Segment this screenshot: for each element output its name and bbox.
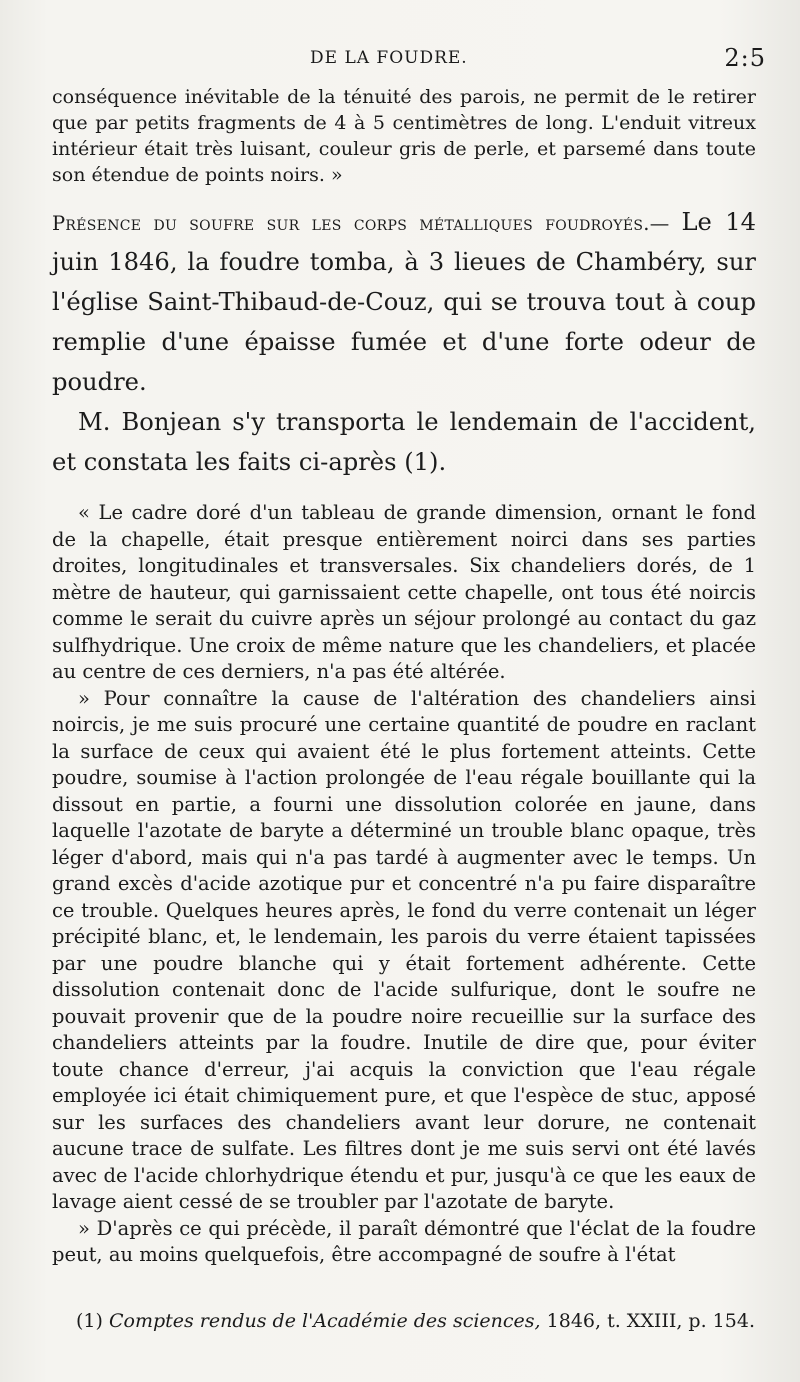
page-header (60, 44, 768, 78)
paragraph-1: conséquence inévitable de la ténuité des parois, ne permit de le retirer que par petits fragments de 4 à 5 centimètres de long. L'enduit vitreux intérieur était très luisant, couleur gris de perle, et parsemé dans toute son étendue de points noirs. » (52, 86, 756, 186)
quote-paragraph-3: » D'après ce qui précède, il paraît démontré que l'éclat de la foudre peut, au moins quelquefois, être accompagné de soufre à l'état (52, 1216, 756, 1266)
quotation (52, 500, 756, 1269)
section-paragraph (52, 202, 756, 402)
quote-paragraph-1: « Le cadre doré d'un tableau de grande dimension, ornant le fond de la chapelle, était presque entièrement noirci dans ses parties droites, longitudinales et transversales. Six chandeliers dorés, de 1 mètre de hauteur, qui garnissaient cette chapelle, ont tous été noircis comme le serait du cuivre après un séjour prolongé au contact du gaz sulfhydrique. Une croix de même nature que les chandeliers, et placée au centre de ces derniers, n'a pas été altérée. (52, 501, 756, 683)
section-title: Présence du soufre sur les corps métalliques foudroyés.— (52, 212, 670, 235)
page-number: 2:5 (724, 44, 766, 72)
quote-paragraph-2: » Pour connaître la cause de l'altération des chandeliers ainsi noircis, je me suis procuré une certaine quantité de poudre en raclant la surface de ceux qui avaient été le plus fortement atteints. Cette poudre, soumise à l'action prolongée de l'eau régale bouillante qui la dissout en partie, a fourni une dissolution colorée en jaune, dans laquelle l'azotate de baryte a déterminé un trouble blanc opaque, très léger d'abord, mais qui n'a pas tardé à augmenter avec le temps. Un grand excès d'acide azotique pur et concentré n'a pu faire disparaître ce trouble. Quelques heures après, le fond du verre contenait un léger précipité blanc, et, le lendemain, les parois du verre étaient tapissées par une poudre blanche qui y était fortement adhérente. Cette dissolution contenait donc de l'acide sulfurique, dont le soufre ne pouvait provenir que de la poudre noire recueillie sur la surface des chandeliers atteints par la foudre. Inutile de dire que, pour éviter toute chance d'erreur, j'ai acquis la conviction que l'eau régale employée ici était chimiquement pure, et que l'espèce de stuc, apposé sur les surfaces des chandeliers avant leur dorure, ne contenait aucune trace de sulfate. Les filtres dont je me suis servi ont été lavés avec de l'acide chlorhydrique étendu et pur, jusqu'à ce que les eaux de lavage aient cessé de se troubler par l'azotate de baryte. (52, 686, 756, 1213)
page-body (52, 84, 756, 1269)
section-text: Le 14 juin 1846, la foudre tomba, à 3 lieues de Chambéry, sur l'église Saint-Thibaud-de-Couz, qui se trouva tout à coup remplie d'une épaisse fumée et d'une forte odeur de poudre. (52, 208, 757, 396)
footnote-ref: (1) (76, 1310, 103, 1332)
footnote (76, 1308, 766, 1334)
footnote-details: 1846, t. XXIII, p. 154. (546, 1310, 755, 1332)
paragraph-2: M. Bonjean s'y transporta le lendemain de l'accident, et constata les faits ci-après (1). (52, 408, 756, 476)
running-title: DE LA FOUDRE. (310, 48, 468, 68)
footnote-source: Comptes rendus de l'Académie des sciences, (108, 1310, 541, 1332)
